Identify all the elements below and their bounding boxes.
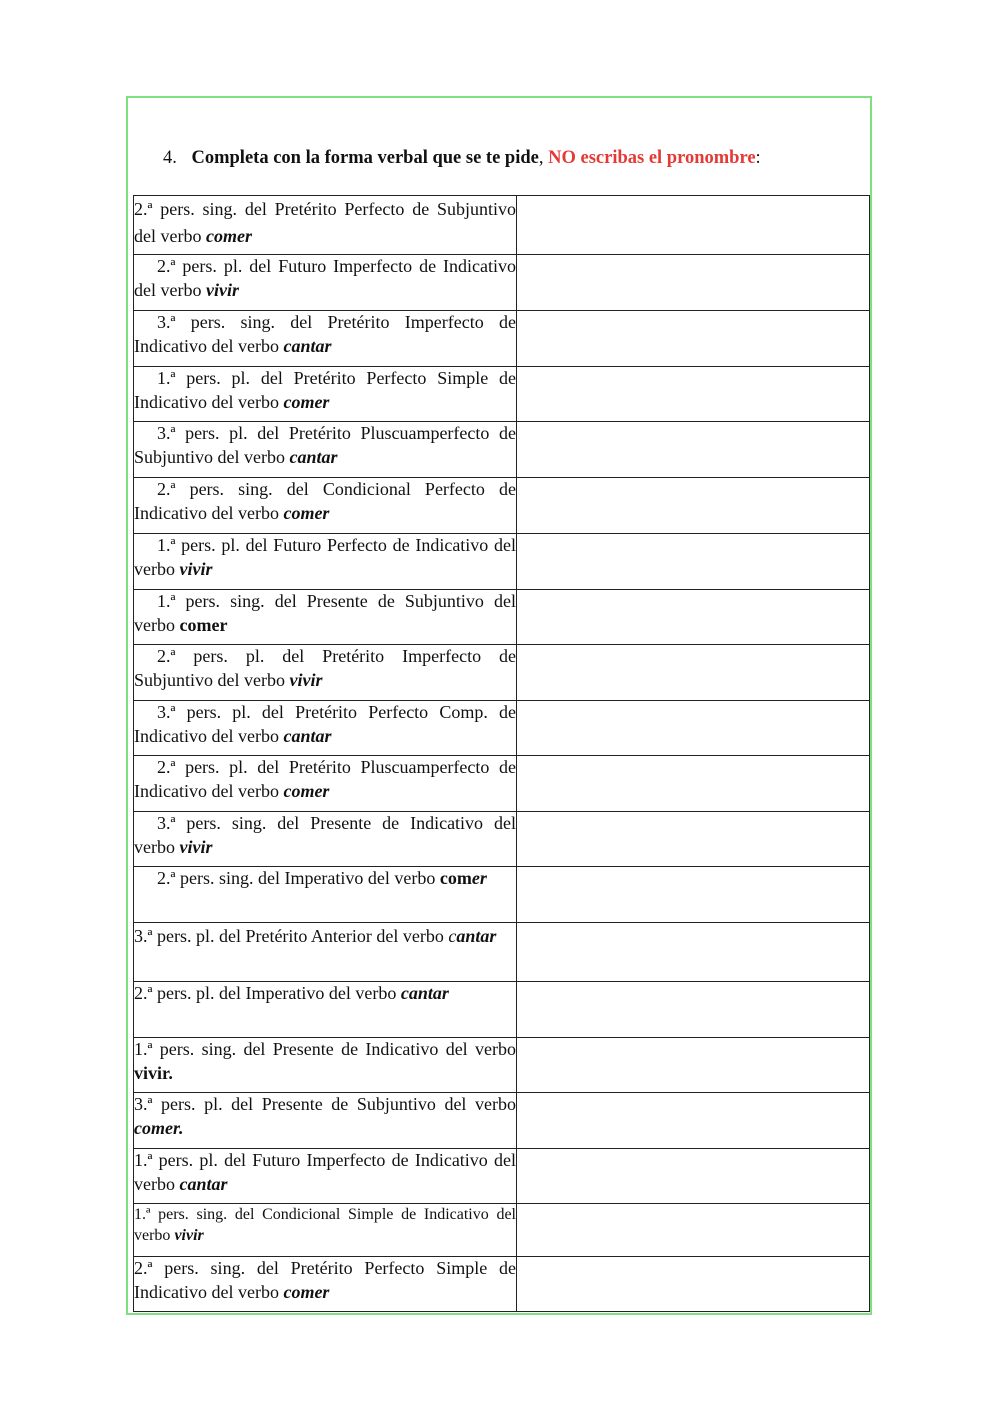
question-cell: 3.ª pers. sing. del Pretérito Imperfecto de Indicativo del verbo cantar (134, 311, 517, 367)
table-row (134, 1204, 870, 1257)
table-row (134, 422, 870, 478)
answer-cell[interactable] (517, 478, 870, 534)
answer-cell[interactable] (517, 812, 870, 867)
question-cell: 2.ª pers. pl. del Futuro Imperfecto de Indicativo del verbo vivir (134, 255, 517, 311)
answer-cell[interactable] (517, 867, 870, 923)
question-cell: 2.ª pers. sing. del Pretérito Perfecto Simple de Indicativo del verbo comer (134, 1257, 517, 1312)
question-cell: 1.ª pers. sing. del Presente de Indicativo del verbo vivir. (134, 1038, 517, 1093)
answer-cell[interactable] (517, 196, 870, 255)
instruction-text: Completa con la forma verbal que se te pide (191, 148, 539, 168)
verb-word-lead: c (448, 926, 457, 946)
verb-word-ending: er (471, 868, 487, 888)
answer-cell[interactable] (517, 422, 870, 478)
instruction-colon: : (755, 148, 761, 168)
table-row (134, 1149, 870, 1204)
table-row (134, 255, 870, 311)
table-row (134, 923, 870, 982)
question-cell: 3.ª pers. pl. del Pretérito Perfecto Comp. de Indicativo del verbo cantar (134, 701, 517, 756)
question-cell: 1.ª pers. pl. del Futuro Perfecto de Indicativo del verbo vivir (134, 534, 517, 590)
answer-cell[interactable] (517, 590, 870, 645)
table-row (134, 756, 870, 812)
table-row (134, 196, 870, 255)
table-row (134, 867, 870, 923)
verb-word: vivir (179, 836, 213, 857)
verb-word: vivir. (134, 1062, 173, 1083)
table-row (134, 590, 870, 645)
question-cell: 2.ª pers. pl. del Imperativo del verbo cantar (134, 982, 517, 1038)
verb-word: comer (205, 226, 252, 246)
answer-cell[interactable] (517, 1038, 870, 1093)
instruction-separator: , (538, 148, 549, 168)
verb-word-stem: com (439, 868, 472, 888)
verb-word: vivir (174, 1227, 204, 1244)
answer-cell[interactable] (517, 255, 870, 311)
verb-word: comer (283, 1281, 330, 1302)
answer-cell[interactable] (517, 756, 870, 812)
verb-word: cantar (283, 725, 332, 746)
question-cell: 3.ª pers. pl. del Presente de Subjuntivo del verbo comer. (134, 1093, 517, 1149)
question-cell: 3.ª pers. pl. del Pretérito Pluscuamperfecto de Subjuntivo del verbo cantar (134, 422, 517, 478)
question-cell: 2.ª pers. pl. del Pretérito Pluscuamperfecto de Indicativo del verbo comer (134, 756, 517, 812)
instruction-warning: NO escribas el pronombre (548, 148, 756, 168)
answer-cell[interactable] (517, 982, 870, 1038)
table-row (134, 1257, 870, 1312)
answer-cell[interactable] (517, 311, 870, 367)
verb-word: comer. (134, 1117, 184, 1138)
verb-word: antar (456, 926, 497, 946)
table-row (134, 367, 870, 422)
table-row (134, 534, 870, 590)
answer-cell[interactable] (517, 1257, 870, 1312)
answer-cell[interactable] (517, 1149, 870, 1204)
verb-word: cantar (179, 1173, 228, 1194)
table-row (134, 982, 870, 1038)
answer-cell[interactable] (517, 534, 870, 590)
answer-cell[interactable] (517, 1204, 870, 1257)
table-row (134, 645, 870, 701)
verb-word: vivir (205, 279, 239, 300)
exercise-heading (163, 148, 761, 169)
verb-word: cantar (289, 446, 338, 467)
answer-cell[interactable] (517, 923, 870, 982)
verb-word: vivir (289, 669, 323, 690)
question-cell: 2.ª pers. sing. del Condicional Perfecto de Indicativo del verbo comer (134, 478, 517, 534)
question-cell: 3.ª pers. pl. del Pretérito Anterior del verbo cantar (134, 923, 517, 982)
verb-word: vivir (179, 558, 213, 579)
answer-cell[interactable] (517, 367, 870, 422)
question-cell: 2.ª pers. pl. del Pretérito Imperfecto de Subjuntivo del verbo vivir (134, 645, 517, 701)
question-cell: 1.ª pers. sing. del Condicional Simple de Indicativo del verbo vivir (134, 1204, 517, 1257)
answer-cell[interactable] (517, 645, 870, 701)
verb-word: cantar (283, 335, 332, 356)
table-row (134, 812, 870, 867)
table-row (134, 701, 870, 756)
question-cell: 1.ª pers. pl. del Futuro Imperfecto de Indicativo del verbo cantar (134, 1149, 517, 1204)
exercise-number: 4. (163, 148, 177, 168)
answer-cell[interactable] (517, 701, 870, 756)
question-cell: 1.ª pers. pl. del Pretérito Perfecto Simple de Indicativo del verbo comer (134, 367, 517, 422)
question-cell: 2.ª pers. sing. del Pretérito Perfecto de Subjuntivo del verbo comer (134, 196, 517, 255)
verb-exercise-table (133, 195, 870, 1312)
verb-word: comer (283, 391, 330, 412)
table-row (134, 311, 870, 367)
question-cell: 3.ª pers. sing. del Presente de Indicativo del verbo vivir (134, 812, 517, 867)
answer-cell[interactable] (517, 1093, 870, 1149)
question-cell: 1.ª pers. sing. del Presente de Subjuntivo del verbo comer (134, 590, 517, 645)
verb-word: comer (179, 614, 228, 635)
table-row (134, 478, 870, 534)
table-row (134, 1093, 870, 1149)
verb-word: cantar (400, 983, 449, 1003)
verb-word: comer (283, 502, 330, 523)
table-row (134, 1038, 870, 1093)
question-cell: 2.ª pers. sing. del Imperativo del verbo comer (134, 867, 517, 923)
verb-word: comer (283, 780, 330, 801)
